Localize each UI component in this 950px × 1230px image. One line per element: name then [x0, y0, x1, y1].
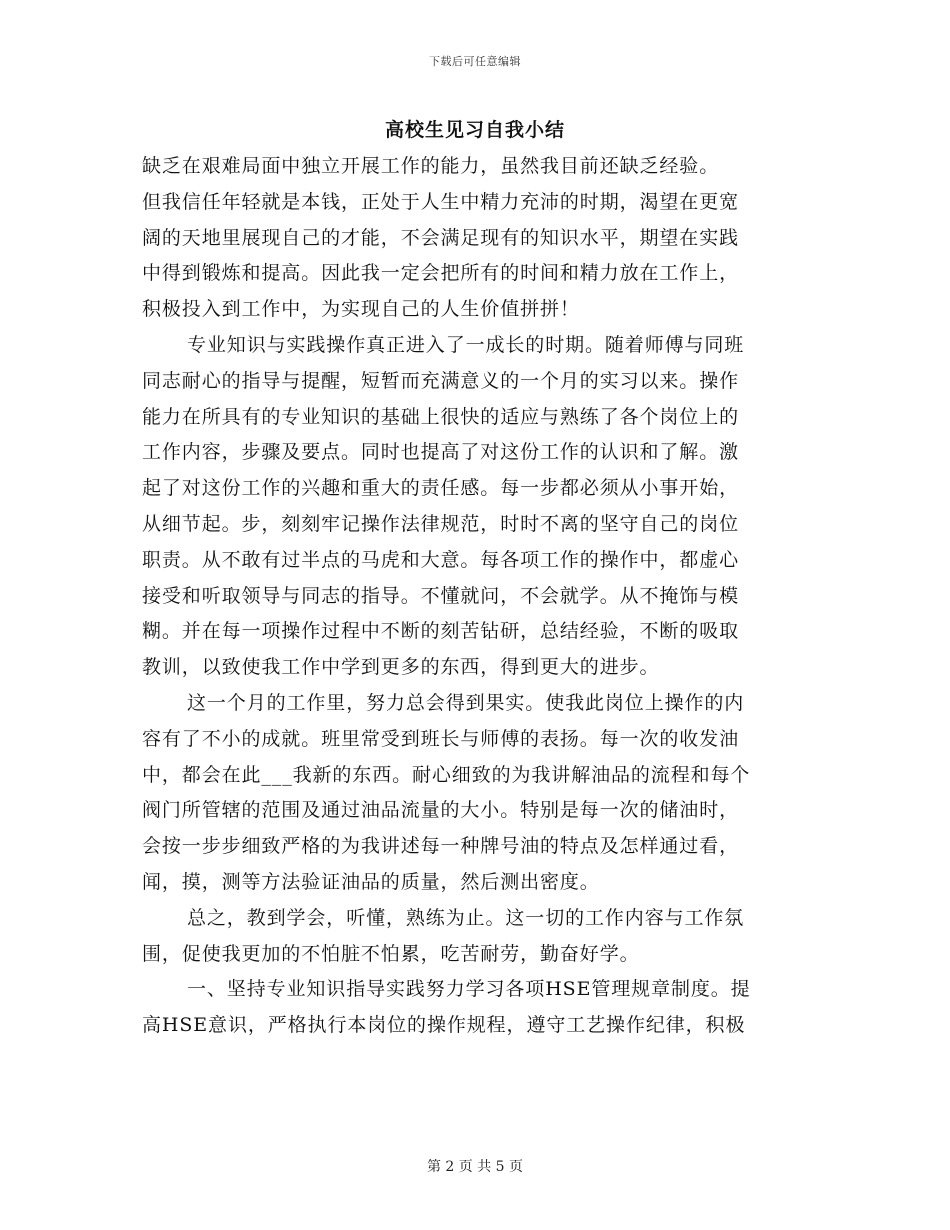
page-number: 第 2 页 共 5 页: [426, 1159, 524, 1175]
body-line: 中得到锻炼和提高。因此我一定会把所有的时间和精力放在工作上，: [142, 262, 740, 285]
body-line: 高HSE意识，严格执行本岗位的操作规程，遵守工艺操作纪律，积极: [142, 1014, 746, 1037]
page-header-note: 下载后可任意编辑: [429, 55, 521, 68]
body-line: 同志耐心的指导与提醒，短暂而充满意义的一个月的实习以来。操作: [142, 369, 740, 392]
body-line: 接受和听取领导与同志的指导。不懂就问，不会就学。从不掩饰与模: [142, 584, 740, 607]
body-line: 教训，以致使我工作中学到更多的东西，得到更大的进步。: [142, 656, 660, 679]
paragraph-first-line: 专业知识与实践操作真正进入了一成长的时期。随着师傅与同班: [187, 333, 745, 356]
document-title: 高校生见习自我小结: [384, 119, 565, 141]
body-line: 会按一步步细致严格的为我讲述每一种牌号油的特点及怎样通过看，: [142, 835, 740, 858]
body-line: 但我信任年轻就是本钱，正处于人生中精力充沛的时期，渴望在更宽: [142, 190, 740, 213]
body-line: 能力在所具有的专业知识的基础上很快的适应与熟练了各个岗位上的: [142, 405, 740, 428]
body-line: 闻，摸，测等方法验证油品的质量，然后测出密度。: [142, 870, 600, 893]
body-line: 工作内容，步骤及要点。同时也提高了对这份工作的认识和了解。激: [142, 441, 740, 464]
body-line: 阀门所管辖的范围及通过油品流量的大小。特别是每一次的储油时，: [142, 799, 740, 822]
paragraph-first-line: 一、坚持专业知识指导实践努力学习各项HSE管理规章制度。提: [187, 978, 751, 1001]
paragraph-first-line: 这一个月的工作里，努力总会得到果实。使我此岗位上操作的内: [187, 691, 745, 714]
body-line: 起了对这份工作的兴趣和重大的责任感。每一步都必须从小事开始，: [142, 477, 740, 500]
document-body: [142, 149, 807, 1044]
paragraph-first-line: 总之，教到学会，听懂，熟练为止。这一切的工作内容与工作氛: [187, 906, 745, 929]
body-line: 积极投入到工作中，为实现自己的人生价值拼拼！: [142, 298, 580, 321]
body-line: 糊。并在每一项操作过程中不断的刻苦钻研，总结经验，不断的吸取: [142, 620, 740, 643]
body-line: 从细节起。步，刻刻牢记操作法律规范，时时不离的坚守自己的岗位: [142, 512, 740, 535]
body-line: 阔的天地里展现自己的才能，不会满足现有的知识水平，期望在实践: [142, 226, 740, 249]
body-line: 容有了不小的成就。班里常受到班长与师傅的表扬。每一次的收发油: [142, 727, 740, 750]
body-line: 缺乏在艰难局面中独立开展工作的能力，虽然我目前还缺乏经验。: [142, 155, 720, 177]
body-line: 围，促使我更加的不怕脏不怕累，吃苦耐劳，勤奋好学。: [142, 942, 640, 965]
body-line: 中，都会在此___我新的东西。耐心细致的为我讲解油品的流程和每个: [142, 763, 751, 786]
body-line: 职责。从不敢有过半点的马虎和大意。每各项工作的操作中，都虚心: [142, 548, 740, 571]
